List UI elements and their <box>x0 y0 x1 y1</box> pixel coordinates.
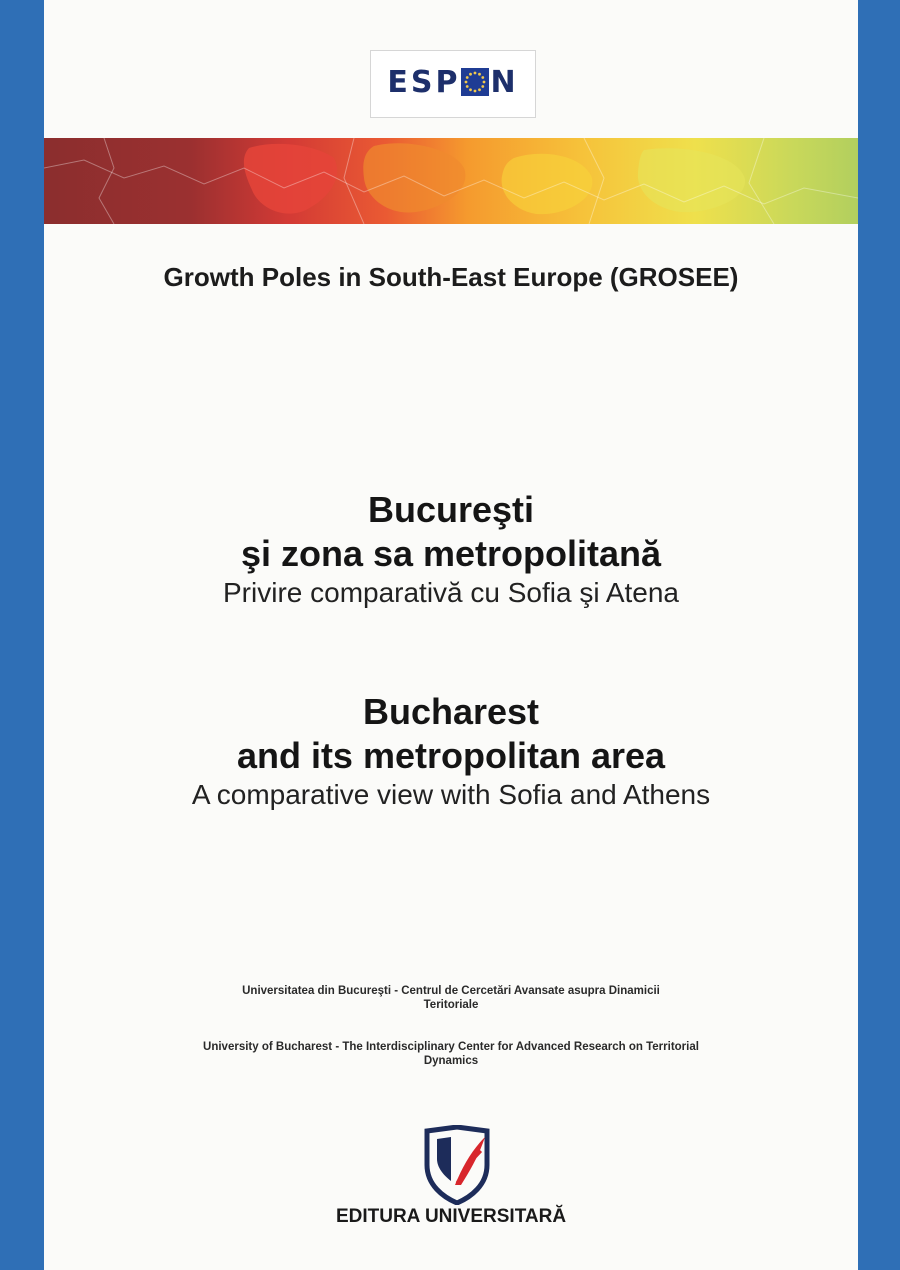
institution-english <box>84 1040 818 1068</box>
institution-romanian-line2: Teritoriale <box>423 999 479 1011</box>
english-title-line1: Bucharest <box>362 691 540 732</box>
english-subtitle: A comparative view with Sofia and Athens <box>191 779 711 810</box>
eu-flag-icon <box>461 68 489 96</box>
institution-english-line1: University of Bucharest - The Interdisciplinary Center for Advanced Research on Territorial <box>203 1041 699 1053</box>
book-cover <box>44 0 858 1270</box>
romanian-title-line2: şi zona sa metropolitană <box>240 533 662 574</box>
logo-text-end: N <box>490 65 519 100</box>
series-title: Growth Poles in South-East Europe (GROSEE) <box>163 262 739 292</box>
espon-logo <box>370 50 536 118</box>
institution-romanian <box>84 984 818 1012</box>
map-banner <box>44 138 858 224</box>
english-title-block <box>44 690 858 812</box>
publisher-shield-icon <box>421 1125 493 1210</box>
romanian-title-block <box>44 488 858 610</box>
institution-romanian-line1: Universitatea din Bucureşti - Centrul de Cercetări Avansate asupra Dinamicii <box>242 985 660 997</box>
english-title-line2: and its metropolitan area <box>236 735 666 776</box>
logo-text-start: ESP <box>387 65 461 100</box>
romanian-subtitle: Privire comparativă cu Sofia şi Atena <box>223 577 679 608</box>
publisher-name: EDITURA UNIVERSITARĂ <box>335 1206 567 1227</box>
romanian-title-line1: Bucureşti <box>367 489 535 530</box>
institution-english-line2: Dynamics <box>423 1055 479 1067</box>
